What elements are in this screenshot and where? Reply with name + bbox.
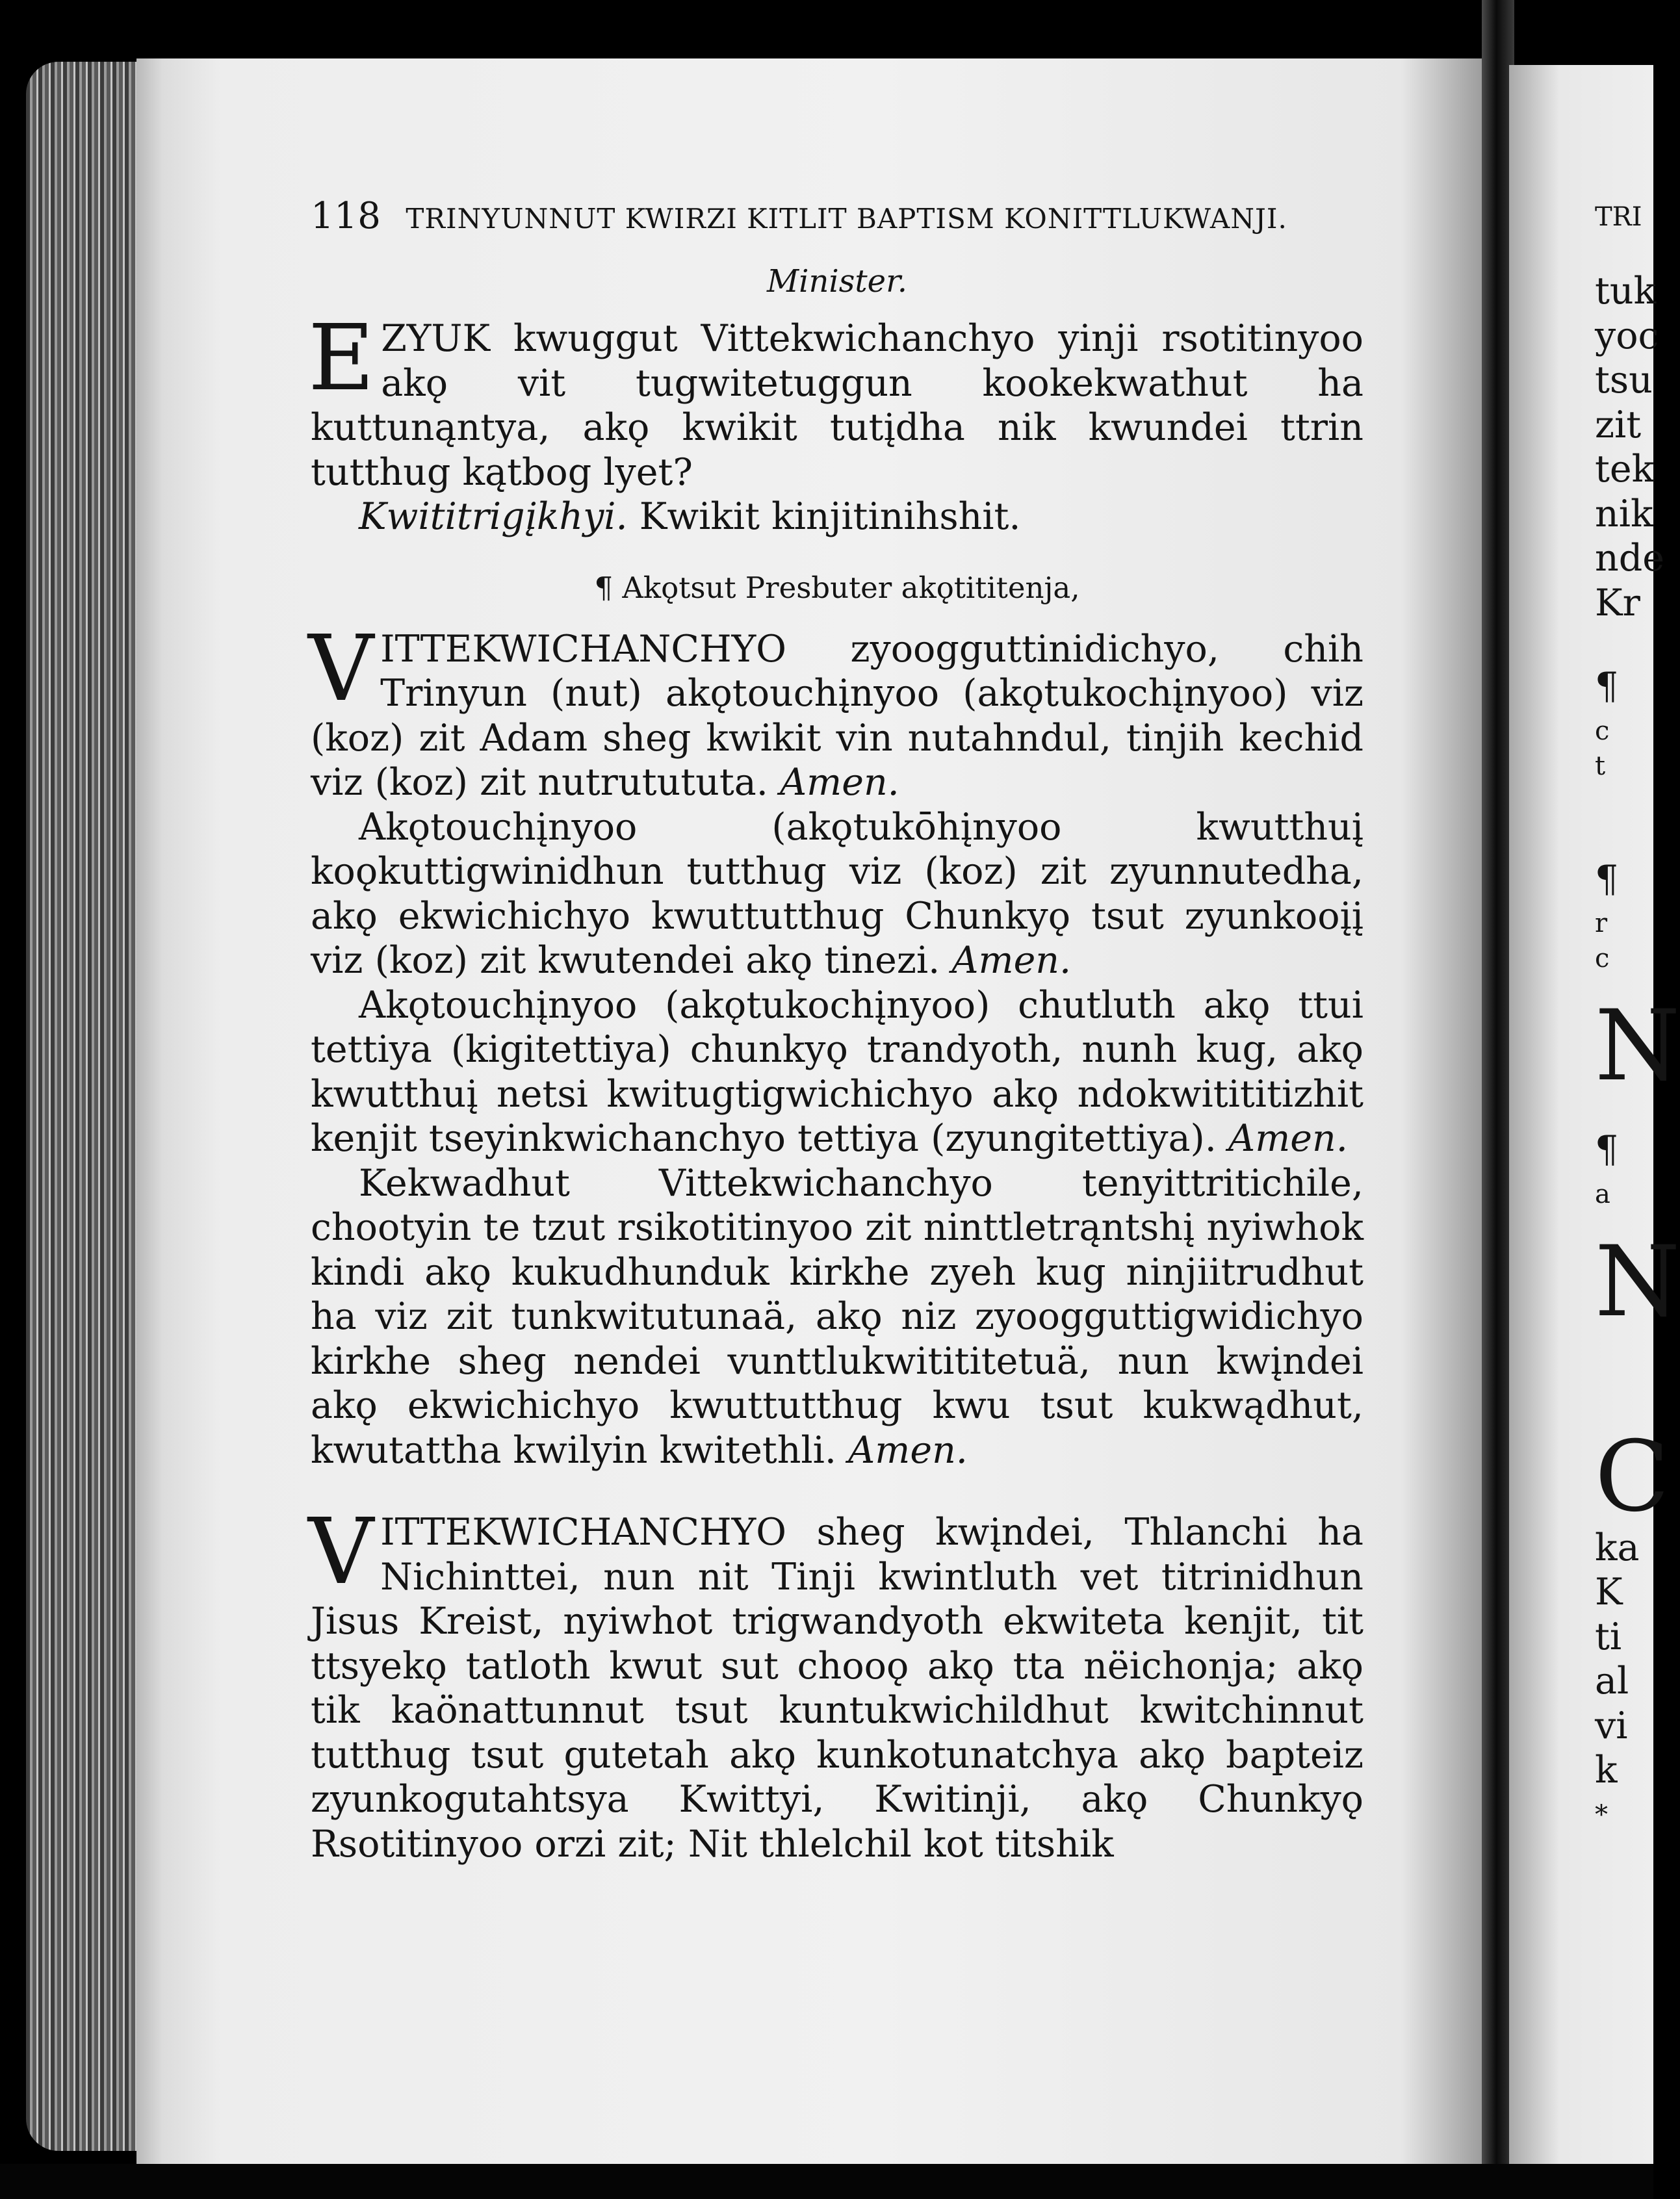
right-line: K xyxy=(1595,1571,1623,1614)
rubric: ¶ Akǫtsut Presbuter akǫtititenja, xyxy=(594,570,1080,605)
right-pilcrow: ¶ xyxy=(1595,665,1619,708)
running-head xyxy=(311,195,1363,237)
right-line: zit xyxy=(1595,403,1642,446)
amen: Amen. xyxy=(1228,1117,1348,1160)
section-heading: Minister. xyxy=(766,263,908,300)
right-big-letter: C xyxy=(1595,1420,1670,1534)
amen: Amen. xyxy=(780,761,899,804)
right-big-letter: N xyxy=(1595,1225,1680,1339)
right-line: Kr xyxy=(1595,581,1640,624)
prayer-3: Akǫtouchįnyoo (akǫtukochįnyoo) chutluth akǫ ttui tettiya (kigitettiya) chunkyǫ trandyoth, nunh kug, akǫ kwutthuį netsi kwitugtigwichichyo akǫ ndokwitititizhit kenjit tseyinkwichanchyo tettiya (zyungitettiya). Amen. xyxy=(311,983,1363,1160)
right-line: ti xyxy=(1595,1615,1622,1658)
right-line: tek xyxy=(1595,448,1655,491)
running-title: TRINYUNNUT KWIRZI KITLIT BAPTISM KONITTLUKWANJI. xyxy=(406,203,1287,235)
right-line: c xyxy=(1595,944,1610,973)
right-line: yoc xyxy=(1595,314,1659,357)
response-text: Kwikit kinjitinihshit. xyxy=(639,495,1021,538)
right-line: k xyxy=(1595,1749,1618,1792)
right-big-letter: N xyxy=(1595,990,1680,1103)
paragraph-question: EZYUK kwuggut Vittekwichanchyo yinji rsotitinyoo akǫ vit tugwitetuggun kookekwathut ha kuttunąntya, akǫ kwikit tutįdha nik kwundei ttrin tutthug kątbog lyet? xyxy=(308,305,1363,494)
prayer-2: Akǫtouchįnyoo (akǫtukōhįnyoo kwutthuį koǫkuttigwinidhun tutthug viz (koz) zit zyunnutedha, akǫ ekwichichyo kwuttutthug Chunkyǫ tsut zyunkooįį viz (koz) zit kwutendei akǫ tinezi. Amen. xyxy=(311,805,1363,982)
scan-border xyxy=(0,2164,1653,2199)
right-pilcrow: ¶ xyxy=(1595,857,1619,901)
left-page-text xyxy=(308,195,1363,1866)
response-label: Kwititrigįkhyi. xyxy=(359,495,628,538)
right-line: ka xyxy=(1595,1526,1640,1569)
right-line: r xyxy=(1595,908,1608,938)
right-running-title: TRI xyxy=(1595,202,1642,232)
right-line: t xyxy=(1595,751,1606,781)
prayer-5: VITTEKWICHANCHYO sheg kwįndei, Thlanchi ha Nichinttei, nun nit Tinji kwintluth vet titrinidhun Jisus Kreist, nyiwhot trigwandyoth ekwiteta kenjit, tit ttsyekǫ tatloth kwut sut chooǫ akǫ tta nëichonja; akǫ tik kaönattunnut tsut kuntukwichildhut kwitchinnut tutthug tsut gutetah akǫ kunkotunatchya akǫ bapteiz zyunkogutahtsya Kwittyi, Kwitinji, akǫ Chunkyǫ Rsotitinyoo orzi zit; Nit thlelchil kot titshik xyxy=(308,1499,1363,1866)
book-fore-edge xyxy=(26,62,149,2151)
amen: Amen. xyxy=(951,939,1072,982)
page-number: 118 xyxy=(311,195,381,237)
right-line: c xyxy=(1595,715,1610,746)
right-line: al xyxy=(1595,1660,1629,1703)
right-asterisk: * xyxy=(1595,1799,1608,1830)
right-line: vi xyxy=(1595,1704,1628,1747)
prayer-1: VITTEKWICHANCHYO zyoogguttinidichyo, chih Trinyun (nut) akǫtouchįnyoo (akǫtukochįnyoo) viz (koz) zit Adam sheg kwikit vin nutahndul, tinjih kechid viz (koz) zit nutrutututa. Amen. xyxy=(308,615,1363,804)
prayer-4: Kekwadhut Vittekwichanchyo tenyittritichile, chootyin te tzut rsikotitinyoo zit ninttletrąntshį nyiwhok kindi akǫ kukudhunduk kirkhe zyeh kug ninjiitrudhut ha viz zit tunkwitutunaä, akǫ niz zyoogguttigwidichyo kirkhe sheg nendei vunttlukwitititetuä, nun kwįndei akǫ ekwichichyo kwuttutthug kwu tsut kukwądhut, kwutattha kwilyin kwitethli. Amen. xyxy=(311,1161,1363,1472)
right-line: tsu xyxy=(1595,359,1653,402)
right-page-text xyxy=(1595,195,1680,1830)
right-line: nik xyxy=(1595,492,1653,535)
right-line: nde xyxy=(1595,537,1664,580)
right-line: tuk xyxy=(1595,270,1657,313)
right-pilcrow: ¶ xyxy=(1595,1128,1619,1171)
amen: Amen. xyxy=(848,1428,968,1472)
paragraph-response xyxy=(311,495,1363,539)
right-line: a xyxy=(1595,1179,1610,1209)
